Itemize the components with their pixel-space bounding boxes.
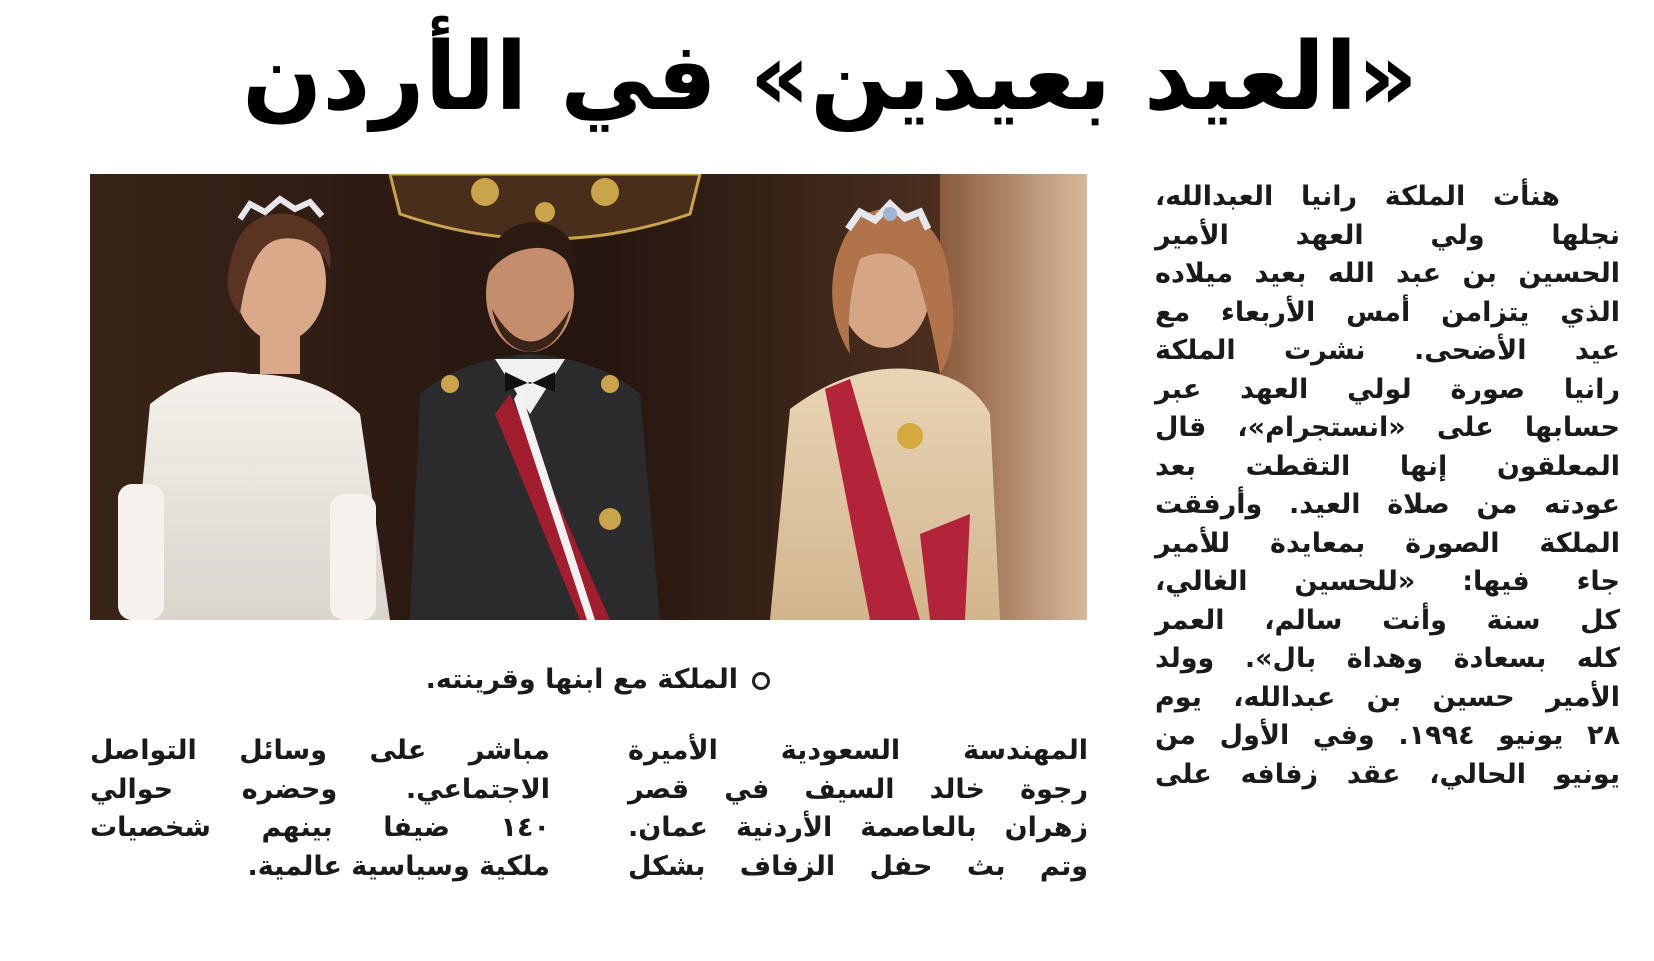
article-line: رجوة خالد السيف في قصر: [628, 773, 1088, 805]
article-column-middle: [628, 732, 1088, 886]
article-line: وتم بث حفل الزفاف بشكل: [628, 850, 1088, 882]
article-line: كله بسعادة وهداة بال». وولد: [1155, 643, 1620, 674]
caption-text: الملكة مع ابنها وقرينته.: [425, 664, 738, 695]
article-line: رانيا صورة لولي العهد عبر: [1155, 373, 1620, 405]
article-line: حسابها على «انستجرام»، قال: [1155, 412, 1620, 443]
article-line: الذي يتزامن أمس الأربعاء مع: [1155, 296, 1620, 328]
article-line: عودته من صلاة العيد. وأرفقت: [1155, 489, 1620, 520]
article-column-right: [1155, 178, 1620, 794]
article-line: جاء فيها: «للحسين الغالي،: [1155, 566, 1620, 597]
headline: «العيد بعيدين» في الأردن: [242, 23, 1418, 132]
article-line: الاجتماعي. وحضره حوالي: [90, 773, 550, 805]
article-line: ٢٨ يونيو ١٩٩٤. وفي الأول من: [1155, 720, 1620, 751]
article-line: الأمير حسين بن عبدالله، يوم: [1155, 681, 1620, 713]
article-line: هنأت الملكة رانيا العبدالله،: [1155, 181, 1560, 212]
article-line: يونيو الحالي، عقد زفافه على: [1155, 758, 1620, 790]
royal-family-photo: [90, 174, 1087, 620]
photo-icon: [90, 174, 1087, 620]
article-line: الحسين بن عبد الله بعيد ميلاده: [1155, 258, 1620, 289]
article-line: المعلقون إنها التقطت بعد: [1155, 450, 1620, 482]
article-line: مباشر على وسائل التواصل: [90, 735, 550, 766]
article-line: كل سنة وأنت سالم، العمر: [1155, 604, 1620, 636]
article-line: زهران بالعاصمة الأردنية عمان.: [628, 812, 1088, 843]
article-line: نجلها ولي العهد الأمير: [1155, 219, 1620, 251]
article-line: عيد الأضحى. نشرت الملكة: [1155, 335, 1620, 366]
article-column-left: [90, 732, 550, 886]
article-line: الملكة الصورة بمعايدة للأمير: [1155, 527, 1620, 559]
article-line: المهندسة السعودية الأميرة: [628, 735, 1088, 766]
article-line: ملكية وسياسية عالمية.: [247, 850, 550, 882]
bullet-icon: [752, 672, 770, 690]
article-line: ١٤٠ ضيفا بينهم شخصيات: [90, 812, 550, 843]
photo-caption: [340, 660, 770, 700]
